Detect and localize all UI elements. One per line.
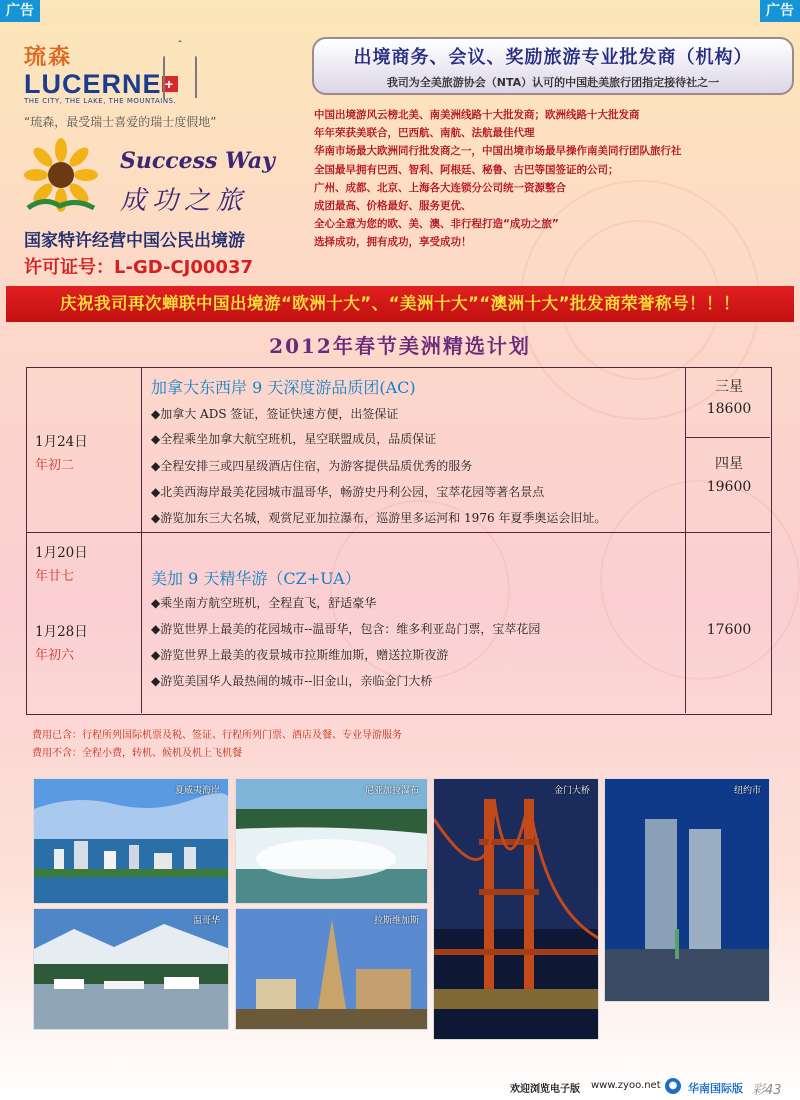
- tour-title: 加拿大东西岸 9 天深度游品质团(AC): [151, 378, 416, 397]
- feature-item: 选择成功，拥有成功，享受成功！: [314, 236, 472, 249]
- tour-bullet: ◆游览美国华人最热闹的城市--旧金山，亲临金门大桥: [151, 674, 433, 688]
- header-banner: [312, 37, 794, 95]
- tour-bullet: ◆游览世界上最美的夜景城市拉斯维加斯，赠送拉斯夜游: [151, 648, 449, 662]
- success-way-brand: [24, 138, 304, 228]
- feature-item: 年年荣获美联合，巴西航、南航、法航最佳代理: [314, 127, 535, 140]
- lucerne-tagline: THE CITY, THE LAKE, THE MOUNTAINS.: [24, 97, 177, 105]
- tour-bullet: ◆北美西海岸最美花园城市温哥华，畅游史丹利公园，宝萃花园等著名景点: [151, 485, 545, 499]
- photo-caption: 夏威夷海岸: [174, 786, 220, 796]
- license-info: [24, 226, 314, 279]
- photo-las-vegas: [235, 908, 428, 1030]
- photo-hawaii: [33, 778, 229, 904]
- tour-title: 美加 9 天精华游（CZ+UA）: [151, 569, 361, 588]
- new-york-city-image: [605, 779, 770, 1002]
- photo-niagara: [235, 778, 428, 904]
- tour-bullet: ◆游览世界上最美的花园城市--温哥华，包含：维多利亚岛门票，宝萃花园: [151, 622, 541, 636]
- tour-bullet: ◆全程安排三或四星级酒店住宿，为游客提供品质优秀的服务: [151, 459, 473, 473]
- photo-caption: 尼亚加拉瀑布: [364, 786, 419, 796]
- photo-golden-gate: [433, 778, 599, 1040]
- feature-item: 中国出境游风云榜北美、南美洲线路十大批发商；欧洲线路十大批发商: [314, 109, 640, 121]
- tour-bullet: ◆加拿大 ADS 签证，签证快速方便，出签保证: [151, 407, 399, 421]
- feature-item: 广州、成都、北京、上海各大连锁分公司统一资源整合: [314, 181, 566, 194]
- photo-caption: 纽约市: [733, 786, 761, 796]
- photo-vancouver: [33, 908, 229, 1030]
- table-divider: [685, 368, 686, 713]
- price-value: 18600: [706, 401, 752, 417]
- license-number: 许可证号：L-GD-CJ00037: [24, 257, 253, 278]
- ad-tag-left: 广告: [0, 0, 40, 22]
- page-footer: [0, 1076, 800, 1100]
- tour-bullet: ◆游览加东三大名城，观赏尼亚加拉瀑布，巡游里多运河和 1976 年夏季奥运会旧址。: [151, 511, 607, 525]
- features-list: [314, 106, 800, 252]
- golden-gate-bridge-image: [434, 779, 599, 1040]
- page-number: 彩43: [752, 1083, 782, 1098]
- fee-notes: [32, 727, 402, 763]
- feature-item: 华南市场最大欧洲同行批发商之一，中国出境市场最早操作南美同行团队旅行社: [314, 145, 682, 158]
- price-tier: 三星: [715, 379, 743, 395]
- tour-table: [26, 367, 772, 715]
- footer-welcome: 欢迎浏览电子版: [510, 1084, 580, 1095]
- banner-title: 出境商务、会议、奖励旅游专业批发商（机构）: [353, 47, 753, 68]
- departure-date: 1月24日: [35, 434, 88, 450]
- price-value: 19600: [706, 479, 752, 495]
- fee-included: 费用已含：行程所列国际机票及税、签证、行程所列门票、酒店及餐、专业导游服务: [32, 730, 402, 741]
- feature-item: 全国最早拥有巴西、智利、阿根廷、秘鲁、古巴等国签证的公司；: [314, 163, 619, 176]
- las-vegas-image: [236, 909, 428, 1030]
- feature-item: 成团最高、价格最好、服务更优、: [314, 200, 472, 213]
- photo-caption: 金门大桥: [553, 786, 590, 796]
- lucerne-en: LUCERNE +: [24, 69, 294, 100]
- hawaii-coast-image: [34, 779, 229, 904]
- license-line1: 国家特许经营中国公民出境游: [24, 231, 245, 251]
- niagara-falls-image: [236, 779, 428, 904]
- ad-tag-right: 广告: [760, 0, 800, 22]
- photo-caption: 拉斯维加斯: [373, 916, 419, 926]
- table-divider: [141, 368, 142, 713]
- lucerne-logo: [24, 40, 294, 130]
- swiss-cross-icon: +: [162, 76, 178, 92]
- brand-cn: 成功之旅: [120, 186, 249, 216]
- departure-date: 1月28日: [35, 624, 88, 640]
- lucerne-cn: 琉森: [24, 44, 73, 70]
- departure-date: 1月20日: [35, 545, 88, 561]
- sunflower-icon: [24, 138, 98, 212]
- plan-title: 2012年春节美洲精选计划: [269, 334, 531, 358]
- table-divider: [685, 437, 770, 438]
- lunar-date: 年初六: [35, 648, 75, 663]
- fee-excluded: 费用不含：全程小费，转机、候机及机上飞机餐: [32, 748, 242, 759]
- edition-logo-icon: ●: [665, 1078, 681, 1094]
- price-value: 17600: [706, 622, 752, 638]
- tour-bullet: ◆全程乘坐加拿大航空班机，星空联盟成员，品质保证: [151, 432, 437, 446]
- photo-caption: 温哥华: [192, 916, 220, 926]
- photo-new-york: [604, 778, 770, 1002]
- vancouver-harbor-image: [34, 909, 229, 1030]
- price-tier: 四星: [715, 456, 743, 472]
- brand-en: Success Way: [120, 148, 275, 174]
- lunar-date: 年初二: [35, 458, 75, 473]
- footer-url[interactable]: www.zyoo.net: [591, 1080, 661, 1091]
- feature-item: 全心全意为您的欧、美、澳、非行程打造“成功之旅”: [314, 218, 559, 231]
- lunar-date: 年廿七: [35, 569, 75, 584]
- lucerne-slogan: “琉森，最受瑞士喜爱的瑞士度假地”: [24, 115, 217, 129]
- footer-edition: 华南国际版: [688, 1082, 743, 1095]
- banner-subtitle: 我司为全美旅游协会（NTA）认可的中国赴美旅行团指定接待社之一: [386, 76, 720, 89]
- table-divider: [27, 532, 770, 533]
- honor-banner: 庆祝我司再次蝉联中国出境游“欧洲十大”、“美洲十大”“澳洲十大”批发商荣誉称号！！！: [6, 286, 794, 322]
- tour-bullet: ◆乘坐南方航空班机，全程直飞，舒适豪华: [151, 596, 377, 610]
